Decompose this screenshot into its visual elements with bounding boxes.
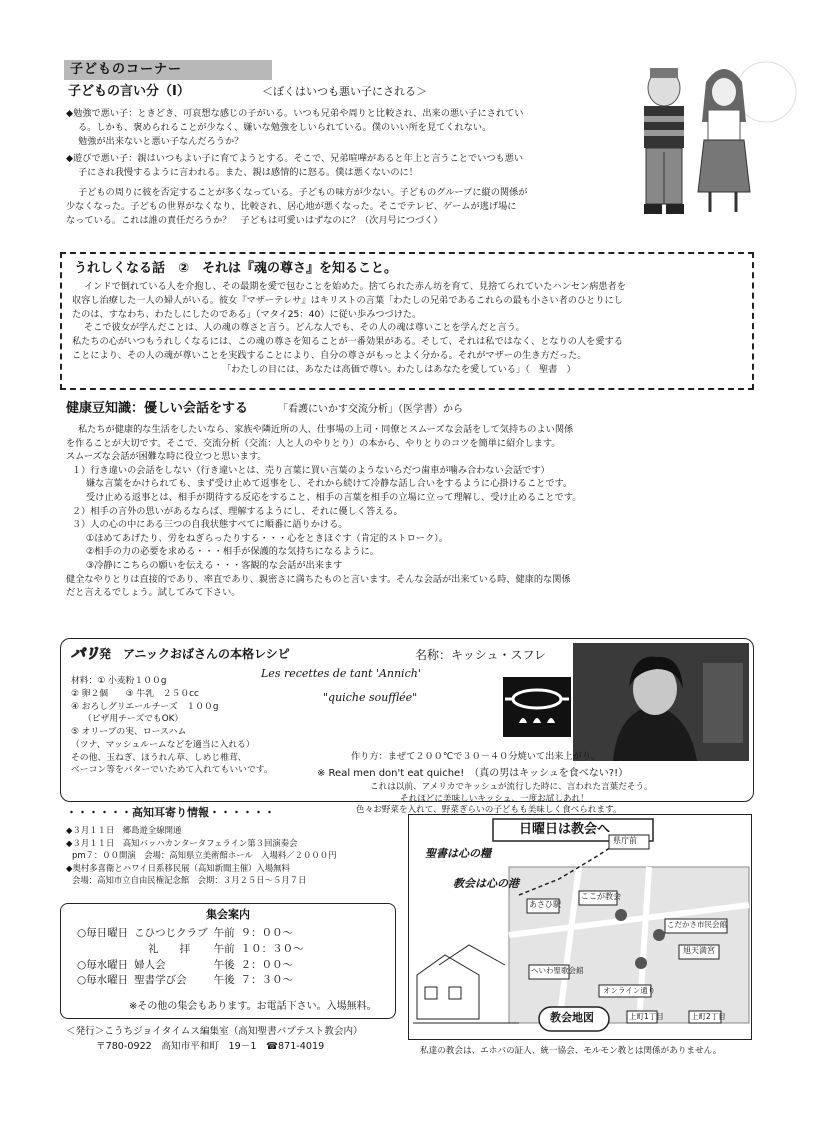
- s3-line: 健全なやりとりは直接的であり、率直であり、親密さに満ちたものと言います。そんな会話が出来ている時、健康的な関係: [66, 573, 571, 585]
- s1-p1-line: る。しかも、褒められることが少なく、嫌いな勉強をしいられている。僕のいい所を見てくれない。: [78, 121, 492, 133]
- info-line: ◆３月１１日 高知バッハカンタータフェライン第３回演奏会: [66, 837, 298, 848]
- s2-quote: 「わたしの目には、あなたは高価で尊い。わたしはあなたを愛している」（ 聖書 ）: [222, 363, 576, 375]
- paris-label: パリ: [71, 646, 99, 662]
- table-row: [77, 942, 310, 958]
- meeting-time: ９：００～: [240, 927, 294, 939]
- s3-line: 嫌な言葉をかけられても、まず受け止めて返事をし、それから続けて冷静な話し合いをするように心掛けることです。: [86, 478, 573, 490]
- ingredient-line: （ツナ、マッシュルームなどを適当に入れる）: [71, 739, 255, 750]
- s1-p3-line: 子どもの周りに彼を否定することが多くなっている。子どもの味方が少ない。子どものグループに縦の関係が: [78, 186, 528, 198]
- map-caption: 教会地図: [550, 1011, 594, 1024]
- children-illustration: [616, 52, 800, 228]
- info-line: pm７：００開演 会場：高知県立美術館ホール 入場料／２０００円: [72, 850, 337, 861]
- s3-line: だと言えるでしょう。試してみて下さい。: [66, 587, 241, 599]
- meeting-day: ○毎日曜日: [77, 927, 129, 939]
- recipe-title-line: [71, 645, 290, 664]
- annick-photo: [573, 643, 749, 761]
- meeting-ampm: 午前: [213, 927, 235, 939]
- map-label: 上町1丁目: [629, 1012, 664, 1021]
- meeting-ampm: 午後: [213, 958, 235, 971]
- meeting-name: こひつじクラブ: [134, 927, 208, 939]
- meeting-note: ※その他の集会もあります。お電話下さい。入場無料。: [129, 1001, 377, 1012]
- meeting-time: １０：３０～: [240, 942, 304, 955]
- map-label: こだかさ市民会館: [667, 920, 727, 929]
- s3-line: 受け止める返事とは、相手が期待する反応をすること、相手の言葉を相手の立場に立って理解し、受け止めることです。: [86, 492, 582, 504]
- hatsu-label: 発: [99, 647, 112, 661]
- s3-line: １）行き違いの会話をしない（行き違いとは、売り言葉に買い言葉のようないらだつ歯車が噛み合わない会話です）: [72, 464, 550, 476]
- real-men-note: ※ Real men don't eat quiche! （真の男はキッシュを食べない?!）: [317, 768, 629, 779]
- section2-title: うれしくなる話 ② それは『魂の尊さ』を知ること。: [74, 261, 398, 276]
- s3-line: ３）人の心の中にある三つの自我状態すべてに順番に語りかける。: [72, 519, 348, 531]
- s1-p1-line: ◆勉強で悪い子：ときどき、可哀想な感じの子がいる。いつも兄弟や周りと比較され、出来の悪い子にされてい: [66, 108, 524, 119]
- s3-line: ②相手の力の必要を求める・・・相手が保護的な気持ちになるように。: [86, 546, 380, 558]
- meeting-name: 礼 拝: [148, 942, 191, 955]
- meeting-title: 集会案内: [206, 908, 250, 921]
- recipe-notes: [356, 782, 653, 817]
- map-line2: 教会は心の港: [453, 877, 519, 890]
- s3-line: を作ることが大切です。そこで、交流分析（交流：人と人のやりとり）の本から、やりとりのコツを簡単に紹介します。: [66, 437, 561, 449]
- publisher-footer: [66, 1024, 363, 1055]
- kochi-info-body: [66, 824, 396, 887]
- s3-line: ③冷静にこちらの願いを伝える・・・客観的な会話が出来ます: [86, 560, 343, 572]
- info-line: ◆奥村多喜衛とハワイ日系移民展（高知新聞主催）入場無料: [66, 862, 290, 873]
- meeting-day: [77, 942, 134, 958]
- map-label: あさひ駅: [529, 900, 561, 909]
- meeting-ampm: 午前: [213, 942, 235, 955]
- map-label: 上町2丁目: [691, 1012, 726, 1021]
- s1-p2-line: 子にされ我慢するように言われる。また、親は感情的に怒る。僕は悪くないのに！: [78, 167, 418, 179]
- section3-source: 「看護にいかす交流分析」（医学書）から: [278, 404, 463, 415]
- info-line: 会場：高知市立自由民権記念館 会期：３月２５日～５月７日: [72, 875, 307, 886]
- section3-title: 健康豆知識：優しい会話をする: [66, 401, 249, 416]
- meeting-schedule-box: [60, 903, 396, 1019]
- church-map: [408, 814, 752, 1040]
- recipe-note-line: それほどに美味しいキッシュ、一度お試しあれ！: [400, 793, 589, 804]
- s3-line: スムーズな会話が困難な時に役立つと思います。: [66, 451, 267, 463]
- map-label: 県庁前: [613, 836, 637, 845]
- s2-line: たのは、すなわち、わたしにしたのである」（マタイ25：40）に従い歩みつづけた。: [72, 308, 422, 320]
- s3-line: ①ほめてあげたり、労をねぎらったりする・・・心をときほぐす（肯定的ストローク）。: [86, 532, 448, 544]
- recipe-ingredients: [71, 675, 311, 777]
- section3-body: [66, 423, 746, 600]
- meeting-day: ○毎水曜日: [77, 974, 129, 987]
- ingredient-line: ベーコン等をバターでいためて入れてもいいです。: [71, 765, 273, 776]
- meeting-day: ○毎水曜日: [77, 958, 129, 971]
- joyful-story-box: [60, 252, 754, 390]
- map-label: ここが教会: [581, 892, 621, 901]
- recipe-title: アニックおばさんの本格レシピ: [123, 647, 290, 661]
- meeting-name: 婦人会: [134, 958, 166, 971]
- section1-subtitle: ＜ぼくはいつも悪い子にされる＞: [262, 85, 427, 98]
- meeting-name: 聖書学び会: [134, 974, 187, 987]
- ingredient-line: ⑤ オリーブの実、ロースハム: [71, 727, 187, 737]
- s3-line: ２）相手の言外の思いがあるならば、理解するようにし、それに優しく答える。: [72, 505, 403, 517]
- meeting-ampm: 午後: [213, 974, 235, 987]
- recipe-method: 作り方：まぜて２００℃で３０－４０分焼いて出来上がり。: [351, 751, 601, 762]
- ingredient-line: その他、玉ねぎ、ほうれん草、しめじ椎茸、: [71, 752, 247, 763]
- recipe-note-line: 色々お野菜を入れて、野菜ぎらいの子どもも美味しく食べられます。: [356, 805, 622, 816]
- meeting-time: ７：３０～: [240, 974, 294, 987]
- s2-line: 収容し治療した一人の婦人がいる。彼女『マザーテレサ』はキリストの言葉「わたしの兄弟であるこれらの最も小さい者のひとりにし: [72, 294, 623, 306]
- map-title: 日曜日は教会へ: [519, 822, 611, 837]
- recipe-script-1: Les recettes de tant 'Annich': [261, 667, 421, 680]
- map-label: オンライン通り: [603, 986, 656, 995]
- address-line: 〒780-0922 高知市平和町 19－1 ☎871-4019: [96, 1041, 325, 1053]
- meeting-time: ２：００～: [240, 958, 294, 971]
- s1-p3-line: なっている。これは誰の責任だろうか？ 子どもは可愛いはずなのに？（次月号につづく）: [66, 214, 443, 226]
- table-row: [77, 973, 310, 989]
- ingredient-line: （ピザ用チーズでもOK）: [83, 714, 184, 725]
- recipe-box: [60, 638, 754, 802]
- meeting-table: [77, 926, 310, 989]
- s2-line: インドで倒れている人を介抱し、その最期を愛で包むことを始めた。捨てられた赤ん坊を育て、見捨てられていたハンセン病患者を: [84, 281, 626, 292]
- table-row: [77, 926, 310, 942]
- s1-p1-line: 勉強が出来ないと悪い子なんだろうか？: [78, 135, 244, 147]
- kochi-info-title: ・・・・・・高知耳寄り情報・・・・・・: [66, 806, 275, 819]
- ingredient-line: ④ おろしグリエールチーズ １００g: [71, 701, 219, 712]
- s2-line: そこで彼女が学んだことは、人の魂の尊さと言う。どんな人でも、その人の魂は尊いことを学んだと言う。: [84, 322, 525, 334]
- disclaimer: 私達の教会は、エホバの証人、統一協会、モルモン教とは関係がありません。: [420, 1046, 722, 1056]
- ingredient-line: 材料：① 小麦粉１００g: [71, 676, 167, 686]
- s3-line: 私たちが健康的な生活をしたいなら、家族や隣近所の人、仕事場の上司・同僚とスムーズな会話をして気持ちのよい関係: [78, 424, 574, 435]
- recipe-note-line: これは以前、アメリカでキッシュが流行した時に、言われた言葉だそう。: [370, 782, 653, 792]
- oven-icon: [501, 675, 573, 739]
- map-label: へいわ聖歌会館: [531, 966, 584, 975]
- section1-title: 子どもの言い分（Ⅰ）: [68, 84, 190, 99]
- publisher-line: ＜発行＞こうちジョイタイムス編集室（高知聖書バプテスト教会内）: [66, 1026, 363, 1037]
- recipe-name: 名称：キッシュ・スフレ: [415, 648, 547, 662]
- s2-line: ことにより、その人の魂が尊いことを実践することにより、自分の尊さがもっとよく分かる。それがマザーの生き方だった。: [72, 349, 587, 361]
- table-row: [77, 958, 310, 974]
- s1-p3-line: 少なくなった。子どもの世界がなくなり、比較され、居心地が悪くなった。そこでテレビ、ゲームが逃げ場に: [66, 200, 517, 212]
- ingredient-line: ② 卵２個 ③ 牛乳 ２５０cc: [71, 688, 199, 699]
- map-label: 旭天満宮: [683, 946, 715, 955]
- info-line: ◆３月１１日 郷島遊全線開通: [66, 825, 182, 835]
- section-tag-kids-corner: 子どものコーナー: [64, 60, 272, 80]
- map-line1: 聖書は心の糧: [425, 847, 491, 860]
- s2-line: 私たちの心がいつもうれしくなるには、この魂の尊さを知ることが一番効果がある。そして、それは私ではなく、となりの人を愛する: [72, 336, 623, 348]
- s1-p2-line: ◆遊びで悪い子：親はいつもよい子に育てようとする。そこで、兄弟喧嘩があると年上と言うことでいつも悪い: [66, 153, 524, 165]
- section1-body: [66, 107, 618, 227]
- recipe-script-2: "quiche soufflée": [323, 691, 418, 704]
